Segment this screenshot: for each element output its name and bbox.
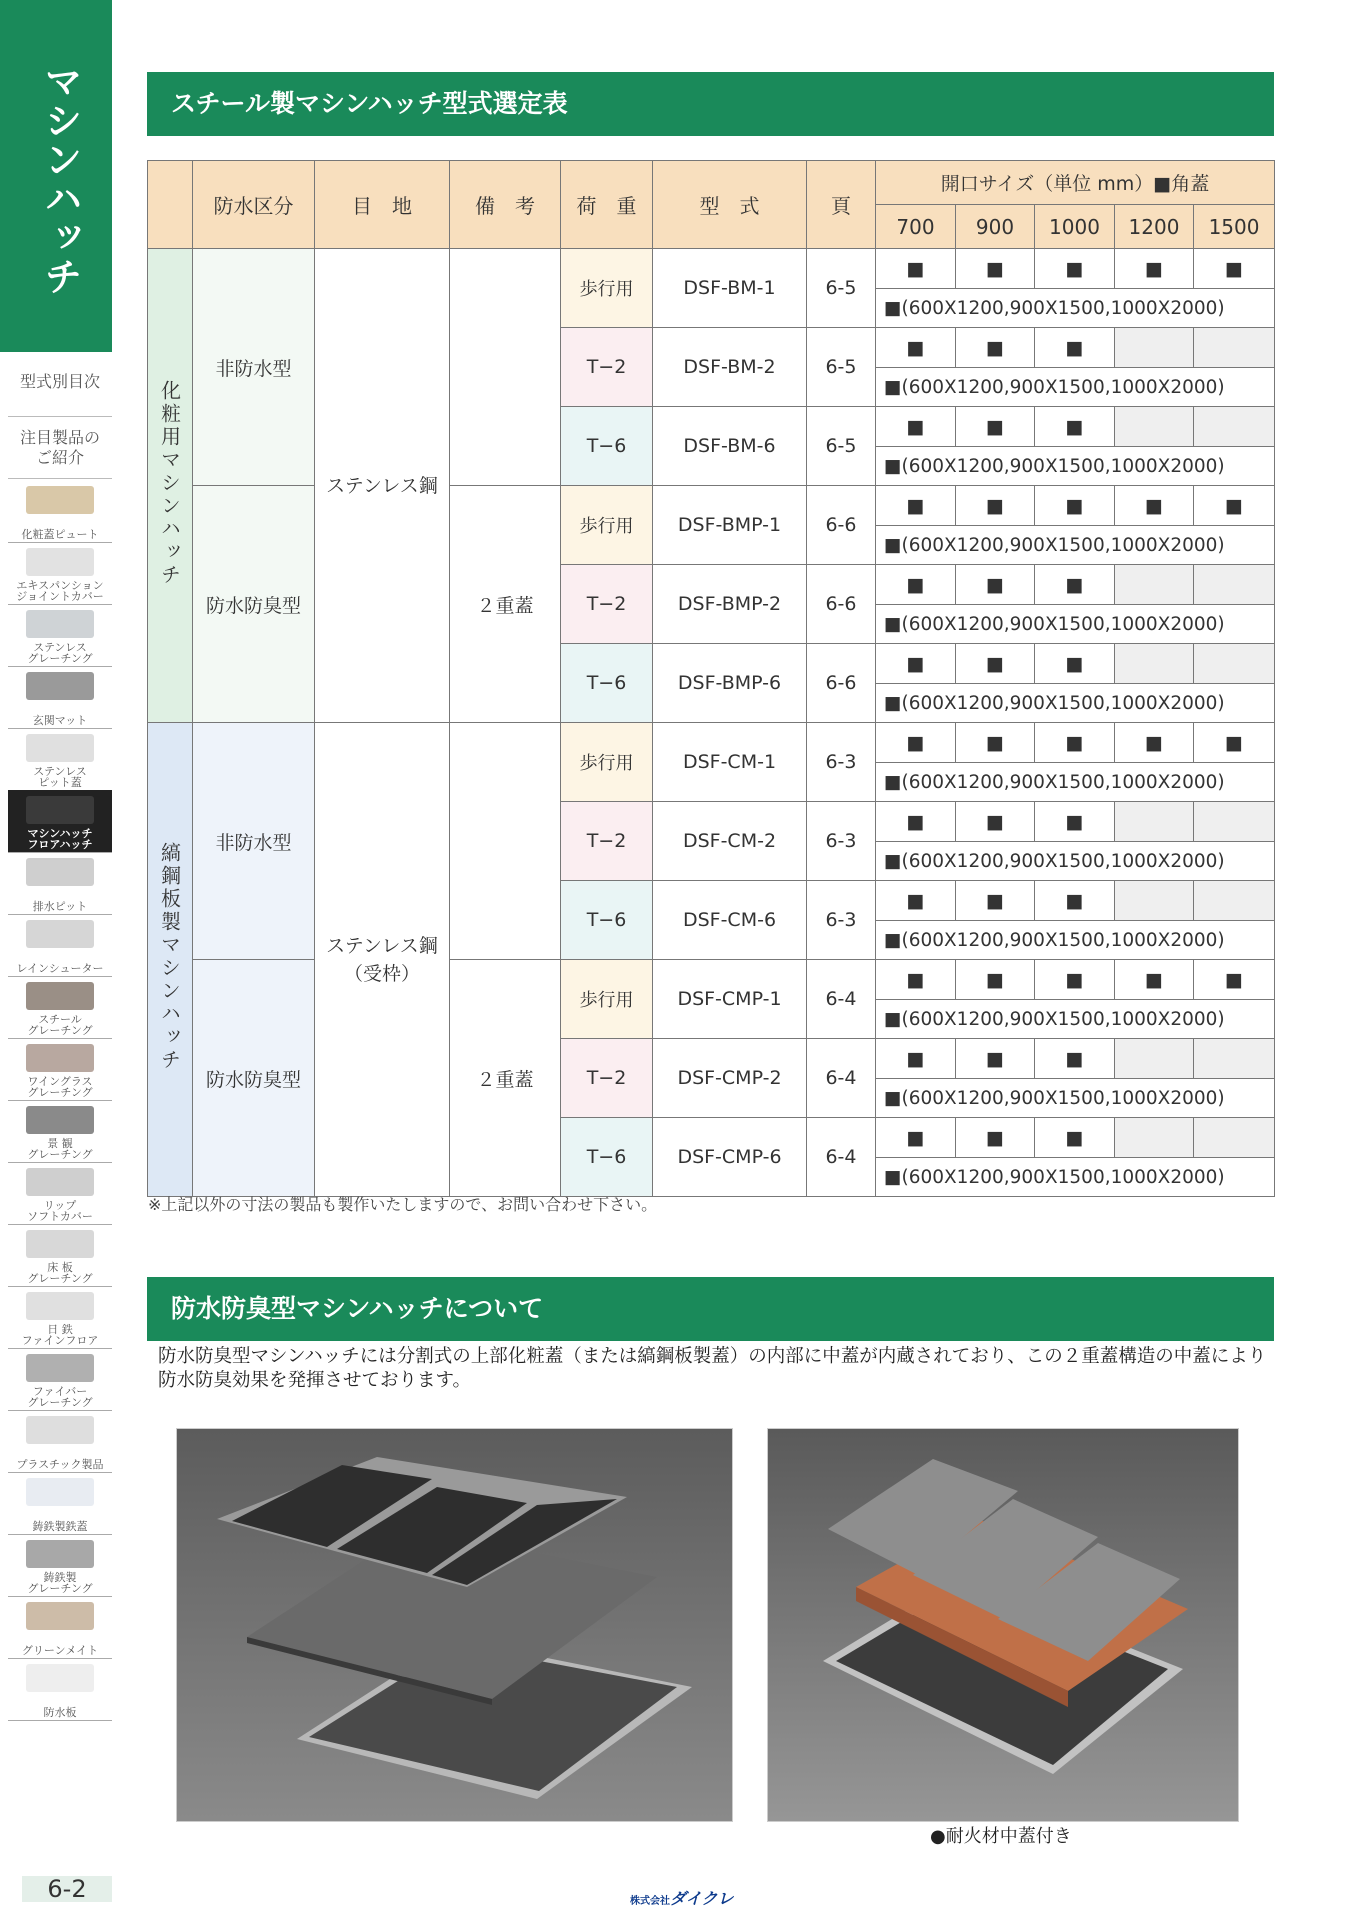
photo-caption: ●耐火材中蓋付き xyxy=(930,1826,1072,1847)
size-mark-cell: ■ xyxy=(956,723,1035,763)
page-cell: 6-6 xyxy=(807,486,876,565)
load-cell: 歩行用 xyxy=(561,249,653,328)
remarks-cell xyxy=(450,249,561,486)
joint-cell: ステンレス鋼 xyxy=(315,249,450,723)
model-cell: DSF-BM-1 xyxy=(653,249,807,328)
size-mark-cell: ■ xyxy=(1194,249,1275,289)
sidebar-item[interactable] xyxy=(8,1658,112,1721)
load-cell: T−2 xyxy=(561,565,653,644)
product-thumbnail xyxy=(26,1602,94,1630)
product-thumbnail xyxy=(26,1664,94,1692)
size-mark-cell: ■ xyxy=(1035,960,1115,1000)
size-note-cell: ■(600X1200,900X1500,1000X2000) xyxy=(876,921,1275,960)
size-mark-cell xyxy=(1115,802,1194,842)
load-cell: T−6 xyxy=(561,407,653,486)
size-mark-cell: ■ xyxy=(956,1039,1035,1079)
waterproof-cell: 非防水型 xyxy=(193,249,315,486)
sidebar-item[interactable] xyxy=(8,1038,112,1101)
product-thumbnail xyxy=(26,796,94,824)
category-cell xyxy=(148,723,193,1197)
size-mark-cell: ■ xyxy=(956,644,1035,684)
page-cell: 6-3 xyxy=(807,881,876,960)
model-cell: DSF-BMP-2 xyxy=(653,565,807,644)
model-cell: DSF-BMP-6 xyxy=(653,644,807,723)
size-mark-cell: ■ xyxy=(876,644,956,684)
sidebar-item-label: スチール グレーチング xyxy=(27,1013,93,1037)
size-mark-cell xyxy=(1194,802,1275,842)
header-size-1500: 1500 xyxy=(1194,205,1275,249)
load-cell: T−6 xyxy=(561,644,653,723)
product-thumbnail xyxy=(26,1540,94,1568)
sidebar-item[interactable] xyxy=(8,852,112,915)
model-cell: DSF-CMP-6 xyxy=(653,1118,807,1197)
sidebar-item-label: 玄関マット xyxy=(32,714,88,727)
hatch-fireproof-illustration xyxy=(768,1429,1238,1821)
size-mark-cell: ■ xyxy=(1035,1118,1115,1158)
sidebar-item[interactable] xyxy=(8,480,112,543)
size-mark-cell xyxy=(1194,1118,1275,1158)
table-row xyxy=(148,249,1275,289)
product-thumbnail xyxy=(26,858,94,886)
sidebar-item-label: 日 鉄 ファインフロア xyxy=(21,1323,99,1347)
load-cell: T−2 xyxy=(561,802,653,881)
page-cell: 6-5 xyxy=(807,407,876,486)
size-note-cell: ■(600X1200,900X1500,1000X2000) xyxy=(876,1000,1275,1039)
product-thumbnail xyxy=(26,1416,94,1444)
product-thumbnail xyxy=(26,982,94,1010)
size-mark-cell: ■ xyxy=(876,1118,956,1158)
sidebar xyxy=(0,0,112,1920)
size-mark-cell: ■ xyxy=(1035,881,1115,921)
header-size-1000: 1000 xyxy=(1035,205,1115,249)
size-mark-cell: ■ xyxy=(956,486,1035,526)
section-heading-waterproof: 防水防臭型マシンハッチについて xyxy=(147,1277,1274,1341)
size-note-cell: ■(600X1200,900X1500,1000X2000) xyxy=(876,526,1275,565)
sidebar-item[interactable] xyxy=(8,604,112,667)
size-mark-cell: ■ xyxy=(876,723,956,763)
sidebar-item[interactable] xyxy=(8,1596,112,1659)
company-prefix: 株式会社 xyxy=(630,1896,670,1907)
load-cell: T−6 xyxy=(561,881,653,960)
remarks-cell xyxy=(450,723,561,960)
sidebar-item-label: レインシューター xyxy=(16,962,104,975)
sidebar-item[interactable] xyxy=(8,666,112,729)
sidebar-item-label: 化粧蓋ピュート xyxy=(21,528,99,541)
sidebar-item[interactable] xyxy=(8,728,112,791)
size-mark-cell: ■ xyxy=(876,802,956,842)
size-mark-cell xyxy=(1194,328,1275,368)
size-mark-cell: ■ xyxy=(956,1118,1035,1158)
sidebar-item[interactable] xyxy=(8,790,112,853)
size-mark-cell: ■ xyxy=(1194,486,1275,526)
size-mark-cell xyxy=(1194,644,1275,684)
header-waterproof: 防水区分 xyxy=(193,161,315,249)
product-thumbnail xyxy=(26,1106,94,1134)
header-opening-size: 開口サイズ（単位 mm）■角蓋 xyxy=(876,161,1275,205)
product-thumbnail xyxy=(26,734,94,762)
model-cell: DSF-CM-2 xyxy=(653,802,807,881)
size-mark-cell xyxy=(1194,1039,1275,1079)
product-thumbnail xyxy=(26,1230,94,1258)
size-mark-cell xyxy=(1115,565,1194,605)
size-note-cell: ■(600X1200,900X1500,1000X2000) xyxy=(876,684,1275,723)
size-mark-cell: ■ xyxy=(1035,407,1115,447)
size-mark-cell: ■ xyxy=(956,249,1035,289)
size-note-cell: ■(600X1200,900X1500,1000X2000) xyxy=(876,842,1275,881)
header-load: 荷 重 xyxy=(561,161,653,249)
sidebar-link-featured[interactable]: 注目製品の ご紹介 xyxy=(19,428,100,467)
product-thumbnail xyxy=(26,1478,94,1506)
product-thumbnail xyxy=(26,1168,94,1196)
section-heading-selection-table: スチール製マシンハッチ型式選定表 xyxy=(147,72,1274,136)
model-selection-table xyxy=(147,160,1275,1197)
product-thumbnail xyxy=(26,1354,94,1382)
load-cell: T−2 xyxy=(561,1039,653,1118)
remarks-cell: ２重蓋 xyxy=(450,960,561,1197)
product-thumbnail xyxy=(26,548,94,576)
sidebar-item-label: グリーンメイト xyxy=(21,1644,99,1657)
page-cell: 6-3 xyxy=(807,802,876,881)
load-cell: 歩行用 xyxy=(561,723,653,802)
size-mark-cell: ■ xyxy=(1115,960,1194,1000)
size-mark-cell xyxy=(1115,881,1194,921)
category-name: 縞鋼板製マシンハッチ xyxy=(157,842,182,1072)
header-remarks: 備 考 xyxy=(450,161,561,249)
sidebar-item[interactable] xyxy=(8,914,112,977)
remarks-cell: ２重蓋 xyxy=(450,486,561,723)
sidebar-item[interactable] xyxy=(8,1224,112,1287)
size-mark-cell xyxy=(1115,1039,1194,1079)
header-model: 型 式 xyxy=(653,161,807,249)
sidebar-item-label: 鋳鉄製鉄蓋 xyxy=(32,1520,88,1533)
size-note-cell: ■(600X1200,900X1500,1000X2000) xyxy=(876,605,1275,644)
size-mark-cell: ■ xyxy=(1035,802,1115,842)
sidebar-item-label: 鋳鉄製 グレーチング xyxy=(27,1571,93,1595)
waterproof-cell: 防水防臭型 xyxy=(193,486,315,723)
sidebar-item-label: リップ ソフトカバー xyxy=(27,1199,93,1223)
size-mark-cell: ■ xyxy=(876,249,956,289)
sidebar-item[interactable] xyxy=(8,542,112,605)
product-thumbnail xyxy=(26,920,94,948)
category-name: 化粧用マシンハッチ xyxy=(157,379,182,587)
size-mark-cell: ■ xyxy=(956,565,1035,605)
company-logo xyxy=(630,1886,733,1909)
size-mark-cell xyxy=(1115,644,1194,684)
header-size-1200: 1200 xyxy=(1115,205,1194,249)
size-mark-cell: ■ xyxy=(956,802,1035,842)
model-cell: DSF-CMP-1 xyxy=(653,960,807,1039)
size-mark-cell: ■ xyxy=(876,565,956,605)
product-thumbnail xyxy=(26,1044,94,1072)
sidebar-item-label: ファイバー グレーチング xyxy=(27,1385,93,1409)
page-cell: 6-6 xyxy=(807,644,876,723)
size-mark-cell: ■ xyxy=(876,407,956,447)
sidebar-title-block xyxy=(0,0,112,352)
sidebar-item-label: プラスチック製品 xyxy=(16,1458,104,1471)
size-note-cell: ■(600X1200,900X1500,1000X2000) xyxy=(876,447,1275,486)
page-cell: 6-3 xyxy=(807,723,876,802)
size-mark-cell: ■ xyxy=(1115,486,1194,526)
category-cell xyxy=(148,249,193,723)
size-mark-cell: ■ xyxy=(956,881,1035,921)
header-size-700: 700 xyxy=(876,205,956,249)
page-number: 6-2 xyxy=(22,1876,112,1902)
size-mark-cell: ■ xyxy=(956,328,1035,368)
hatch-exploded-illustration xyxy=(177,1429,732,1821)
sidebar-title: マシンハッチ xyxy=(38,62,82,296)
size-mark-cell: ■ xyxy=(1035,249,1115,289)
size-mark-cell: ■ xyxy=(956,407,1035,447)
page-cell: 6-4 xyxy=(807,1039,876,1118)
sidebar-item-label: ステンレス グレーチング xyxy=(27,641,93,665)
sidebar-item[interactable] xyxy=(8,1410,112,1473)
load-cell: T−2 xyxy=(561,328,653,407)
size-mark-cell: ■ xyxy=(876,1039,956,1079)
header-page: 頁 xyxy=(807,161,876,249)
sidebar-item-label: エキスパンション ジョイントカバー xyxy=(16,579,104,603)
product-photo-stainless-hatch xyxy=(176,1428,733,1822)
size-note-cell: ■(600X1200,900X1500,1000X2000) xyxy=(876,289,1275,328)
page-cell: 6-6 xyxy=(807,565,876,644)
size-mark-cell: ■ xyxy=(1194,723,1275,763)
sidebar-item-label: 景 観 グレーチング xyxy=(27,1137,93,1161)
size-mark-cell xyxy=(1115,407,1194,447)
size-mark-cell xyxy=(1115,1118,1194,1158)
sidebar-item[interactable] xyxy=(8,1534,112,1597)
sidebar-item-label: 排水ピット xyxy=(32,900,88,913)
page-cell: 6-5 xyxy=(807,249,876,328)
waterproof-cell: 非防水型 xyxy=(193,723,315,960)
size-note-cell: ■(600X1200,900X1500,1000X2000) xyxy=(876,763,1275,802)
model-cell: DSF-BM-6 xyxy=(653,407,807,486)
size-mark-cell xyxy=(1194,407,1275,447)
size-mark-cell: ■ xyxy=(1035,723,1115,763)
size-mark-cell: ■ xyxy=(1194,960,1275,1000)
page-cell: 6-4 xyxy=(807,960,876,1039)
product-thumbnail xyxy=(26,1292,94,1320)
size-mark-cell: ■ xyxy=(1035,328,1115,368)
model-cell: DSF-CM-6 xyxy=(653,881,807,960)
size-note-cell: ■(600X1200,900X1500,1000X2000) xyxy=(876,1079,1275,1118)
product-thumbnail xyxy=(26,486,94,514)
load-cell: T−6 xyxy=(561,1118,653,1197)
model-cell: DSF-BM-2 xyxy=(653,328,807,407)
sidebar-item[interactable] xyxy=(8,1348,112,1411)
size-note-cell: ■(600X1200,900X1500,1000X2000) xyxy=(876,1158,1275,1197)
sidebar-item[interactable] xyxy=(8,1472,112,1535)
size-mark-cell: ■ xyxy=(1115,249,1194,289)
size-mark-cell: ■ xyxy=(1115,723,1194,763)
sidebar-item-label: ワイングラス グレーチング xyxy=(27,1075,93,1099)
table-footnote: ※上記以外の寸法の製品も製作いたしますので、お問い合わせ下さい。 xyxy=(148,1195,658,1214)
sidebar-item[interactable] xyxy=(8,1162,112,1225)
size-mark-cell: ■ xyxy=(1035,486,1115,526)
size-mark-cell xyxy=(1194,881,1275,921)
divider xyxy=(8,416,112,417)
size-mark-cell: ■ xyxy=(876,328,956,368)
sidebar-item[interactable] xyxy=(8,976,112,1039)
size-mark-cell: ■ xyxy=(956,960,1035,1000)
size-mark-cell xyxy=(1115,328,1194,368)
header-size-900: 900 xyxy=(956,205,1035,249)
size-mark-cell: ■ xyxy=(876,486,956,526)
joint-cell: ステンレス鋼 （受枠） xyxy=(315,723,450,1197)
model-cell: DSF-CMP-2 xyxy=(653,1039,807,1118)
size-note-cell: ■(600X1200,900X1500,1000X2000) xyxy=(876,368,1275,407)
waterproof-cell: 防水防臭型 xyxy=(193,960,315,1197)
sidebar-item-label: 防水板 xyxy=(43,1706,77,1719)
sidebar-item-label: ステンレス ピット蓋 xyxy=(33,765,87,789)
size-mark-cell: ■ xyxy=(1035,1039,1115,1079)
header-joint: 目 地 xyxy=(315,161,450,249)
table-corner-cell xyxy=(148,161,193,249)
product-thumbnail xyxy=(26,672,94,700)
company-name: ダイクレ xyxy=(670,1889,734,1908)
product-photo-fireproof-hatch xyxy=(767,1428,1239,1822)
waterproof-description: 防水防臭型マシンハッチには分割式の上部化粧蓋（または縞鋼板製蓋）の内部に中蓋が内蔵されており、この２重蓋構造の中蓋により防水防臭効果を発揮させております。 xyxy=(158,1346,1267,1391)
size-mark-cell: ■ xyxy=(1035,565,1115,605)
page-cell: 6-5 xyxy=(807,328,876,407)
size-mark-cell: ■ xyxy=(876,881,956,921)
page-cell: 6-4 xyxy=(807,1118,876,1197)
sidebar-item-label: マシンハッチ フロアハッチ xyxy=(27,827,93,851)
sidebar-item-label: 床 板 グレーチング xyxy=(27,1261,93,1285)
table-row xyxy=(148,723,1275,763)
sidebar-item[interactable] xyxy=(8,1100,112,1163)
model-cell: DSF-BMP-1 xyxy=(653,486,807,565)
load-cell: 歩行用 xyxy=(561,486,653,565)
sidebar-link-index[interactable]: 型式別目次 xyxy=(19,372,100,391)
model-cell: DSF-CM-1 xyxy=(653,723,807,802)
size-mark-cell xyxy=(1194,565,1275,605)
sidebar-item[interactable] xyxy=(8,1286,112,1349)
size-mark-cell: ■ xyxy=(876,960,956,1000)
load-cell: 歩行用 xyxy=(561,960,653,1039)
product-thumbnail xyxy=(26,610,94,638)
size-mark-cell: ■ xyxy=(1035,644,1115,684)
divider xyxy=(8,478,112,479)
